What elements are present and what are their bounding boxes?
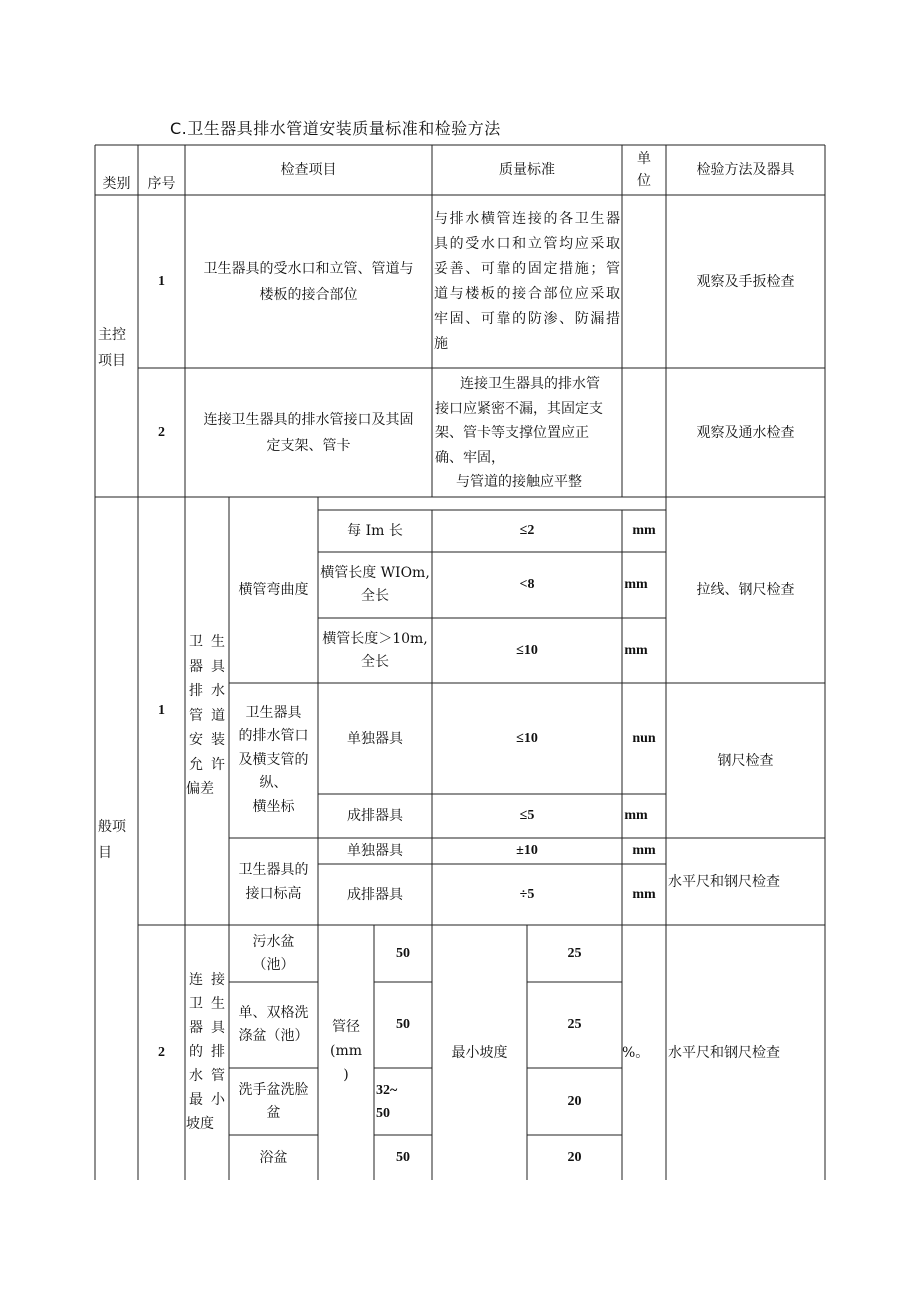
header-item: 检查项目 [280, 162, 337, 178]
elev-row-2-value: ÷5 [519, 886, 535, 902]
group2-label-grid [185, 968, 229, 1112]
main-row-2-method: 观察及通水检查 [696, 424, 795, 441]
group2-label-char: 接 [211, 972, 225, 988]
group2-label-char: 排 [211, 1044, 225, 1060]
group1-label-char: 具 [211, 658, 225, 675]
group1-label-char: 许 [211, 756, 225, 773]
main-row-2-standard-line-5: 与管道的接触应平整 [456, 474, 582, 490]
coord-row-1-value: ≤10 [516, 730, 538, 746]
group2-label-char: 小 [211, 1092, 225, 1108]
elev-method: 水平尺和钢尺检查 [668, 873, 780, 890]
main-row-2-seq: 2 [158, 424, 165, 440]
bend-row-1-cond: 每 Im 长 [347, 523, 403, 539]
group1-label-char: 装 [211, 732, 225, 748]
group2-label-char: 水 [189, 1068, 203, 1084]
main-row-2-standard-line-2: 接口应紧密不漏，其固定支 [435, 400, 603, 417]
diameter-1: 50 [396, 945, 410, 961]
elev-row-2-cond: 成排器具 [347, 886, 403, 903]
fixture-1: 污水盆 （池） [252, 933, 295, 973]
group1-label [185, 630, 229, 802]
bend-method: 拉线、钢尺检查 [696, 582, 795, 598]
main-row-2-standard-line-1: 连接卫生器具的排水管 [460, 376, 600, 392]
diameter-2: 50 [396, 1017, 410, 1032]
header-seq: 序号 [147, 176, 176, 192]
main-row-1-seq: 1 [158, 273, 165, 289]
coord-row-1-cond: 单独器具 [347, 730, 403, 747]
slope-4: 20 [567, 1149, 582, 1165]
group2-seq: 2 [158, 1044, 165, 1060]
group1-label-char: 道 [211, 707, 225, 724]
fixture-2: 单、双格洗 涤盆（池） [238, 1005, 309, 1044]
group2-label-char: 管 [211, 1068, 225, 1084]
coord-method: 钢尺检查 [717, 752, 774, 769]
diameter-3: 32~ 50 [376, 1082, 398, 1121]
group2-label-char: 最 [189, 1092, 203, 1108]
fixture-3: 洗手盆洗脸 盆 [238, 1081, 309, 1121]
group1-label-char: 水 [211, 683, 225, 699]
min-slope-label: 最小坡度 [451, 1044, 508, 1061]
fixture-4: 浴盆 [259, 1149, 288, 1166]
diameter-4: 50 [396, 1149, 410, 1165]
bend-row-2-unit: mm [624, 577, 648, 592]
group1-label-last: 偏差 [186, 781, 214, 797]
main-row-2-standard-line-3: 架、管卡等支撑位置应正 [435, 425, 589, 441]
main-row-1-standard [434, 195, 622, 368]
main-row-1-item: 卫生器具的受水口和立管、管道与 楼板的接合部位 [203, 260, 414, 303]
bend-row-3-unit: mm [624, 642, 648, 658]
elev-row-1-value: ±10 [516, 843, 538, 858]
group1-label-char: 允 [189, 756, 203, 773]
group2-label-last: 坡度 [186, 1116, 214, 1132]
group1-seq: 1 [158, 703, 165, 718]
elev-row-2-unit: mm [632, 886, 656, 902]
bend-row-2-value: <8 [519, 577, 535, 592]
pipe-diameter-label: 管径 (mm ) [329, 1019, 362, 1083]
slope-2: 25 [567, 1017, 582, 1032]
main-control-label: 主控 项目 [98, 327, 126, 369]
group2-label-char: 生 [211, 996, 225, 1012]
header-standard: 质量标准 [499, 162, 555, 178]
main-row-2-standard [432, 372, 622, 496]
group1-label-grid [185, 630, 229, 777]
header-category: 类别 [102, 176, 131, 192]
slope-unit: %。 [622, 1044, 650, 1061]
slope-1: 25 [567, 945, 582, 961]
main-row-2-standard-line-4: 确、牢固， [435, 449, 505, 466]
group1-label-char: 卫 [189, 634, 203, 650]
coord-label: 卫生器具 的排水管口 及横支管的 纵、 横坐标 [238, 704, 309, 815]
group2-label-char: 具 [211, 1020, 225, 1036]
group2-label-char: 卫 [189, 996, 203, 1012]
group1-label-char: 管 [189, 707, 203, 724]
bend-label: 横管弯曲度 [238, 582, 309, 598]
elev-label: 卫生器具的 接口标高 [238, 861, 309, 902]
group1-label-char: 器 [189, 658, 203, 675]
header-unit: 单 位 [637, 151, 651, 189]
group1-label-char: 生 [211, 634, 225, 650]
coord-row-2-value: ≤5 [519, 808, 535, 823]
elev-row-1-unit: mm [632, 843, 656, 858]
main-row-2-item: 连接卫生器具的排水管接口及其固 定支架、管卡 [203, 411, 414, 454]
group2-method: 水平尺和钢尺检查 [668, 1044, 780, 1061]
bend-row-3-cond: 横管长度＞10m, 全长 [322, 630, 428, 670]
elev-row-1-cond: 单独器具 [347, 843, 403, 859]
group2-label [185, 968, 229, 1136]
document-title: C.卫生器具排水管道安装质量标准和检验方法 [170, 119, 501, 138]
group1-label-char: 安 [189, 732, 203, 748]
group2-label-char: 连 [189, 972, 203, 988]
bend-row-3-value: ≤10 [516, 642, 538, 658]
main-row-1-method: 观察及手扳检查 [696, 273, 795, 290]
slope-3: 20 [567, 1093, 582, 1109]
group2-label-char: 器 [189, 1020, 203, 1036]
group2-label-char: 的 [189, 1044, 203, 1060]
bend-row-1-unit: mm [632, 523, 656, 538]
bend-row-2-cond: 横管长度 WIOm, 全长 [320, 565, 430, 604]
coord-row-2-unit: mm [624, 808, 648, 823]
group1-label-char: 排 [189, 683, 203, 699]
bend-row-1-value: ≤2 [519, 523, 535, 538]
coord-row-1-unit: nun [632, 730, 656, 746]
header-method: 检验方法及器具 [696, 162, 795, 178]
main-row-1-standard-text: 与排水横管连接的各卫生器 具的受水口和立管均应采取 妥善、可靠的固定措施；管 道与楼板的接合部位应采取 牢固、可靠的防渗、防漏措 施 [434, 210, 620, 352]
coord-row-2-cond: 成排器具 [347, 808, 403, 824]
general-label: 般项 目 [98, 819, 126, 861]
